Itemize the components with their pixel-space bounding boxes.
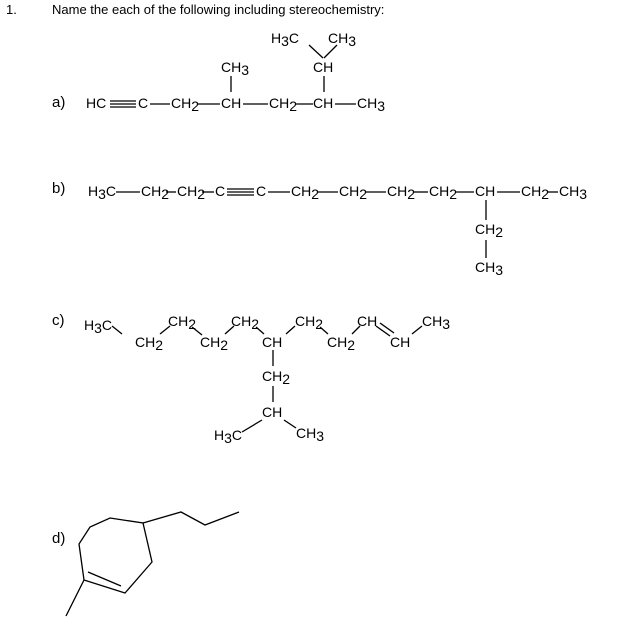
c-branch-h3c-label: H3C bbox=[214, 427, 243, 446]
question-number: 1. bbox=[6, 2, 17, 17]
b-ch-label: CH bbox=[475, 183, 496, 199]
c-branch-ch3-label: CH3 bbox=[296, 425, 325, 444]
b-ch2-label: CH2 bbox=[339, 183, 368, 202]
c-bond bbox=[286, 326, 295, 334]
c-ch2-label: CH2 bbox=[295, 313, 324, 332]
part-label-b: b) bbox=[52, 180, 66, 197]
c-bond bbox=[112, 326, 122, 334]
b-ch3-end-label: CH3 bbox=[559, 183, 588, 202]
c-ch3-end-label: CH3 bbox=[422, 313, 451, 332]
c-bond bbox=[242, 420, 262, 432]
c-h3c-label: H3C bbox=[84, 317, 113, 336]
b-ch2-label: CH2 bbox=[291, 183, 320, 202]
c-ch2-label: CH2 bbox=[135, 334, 164, 353]
a-ch3-branch-label: CH3 bbox=[221, 59, 250, 78]
c-ch-label: CH bbox=[357, 313, 378, 329]
c-branch-ch-label: CH bbox=[262, 404, 283, 420]
a-bond bbox=[324, 45, 337, 58]
c-ch-label: CH bbox=[262, 334, 283, 350]
d-ring bbox=[79, 518, 152, 593]
a-h3c-label: H3C bbox=[271, 30, 300, 49]
b-c-label: C bbox=[215, 183, 226, 199]
a-hc-label: HC bbox=[86, 95, 107, 111]
molecule-b bbox=[88, 183, 587, 278]
molecule-a bbox=[86, 30, 385, 114]
b-ch2-label: CH2 bbox=[141, 183, 170, 202]
b-h3c-label: H3C bbox=[88, 183, 117, 202]
a-ch3-top-label: CH3 bbox=[328, 30, 357, 49]
b-ch2-label: CH2 bbox=[387, 183, 416, 202]
a-ch2-label-2: CH2 bbox=[269, 95, 298, 114]
c-double-bond bbox=[376, 326, 390, 336]
c-ch2-label: CH2 bbox=[200, 334, 229, 353]
c-ch-label: CH bbox=[390, 334, 411, 350]
cycloheptene-propyl-methyl-skeletal bbox=[66, 512, 239, 616]
a-bond bbox=[309, 45, 323, 58]
molecule-c bbox=[84, 313, 450, 446]
a-ch-label: CH bbox=[313, 59, 334, 75]
part-label-d: d) bbox=[52, 530, 66, 547]
c-ch2-label: CH2 bbox=[231, 313, 260, 332]
c-branch-ch2-label: CH2 bbox=[262, 368, 291, 387]
c-ch2-label: CH2 bbox=[327, 334, 356, 353]
part-label-c: c) bbox=[52, 312, 65, 329]
b-branch-ch2-label: CH2 bbox=[475, 221, 504, 240]
question-prompt: Name the each of the following including stereochemistry: bbox=[52, 2, 385, 17]
b-branch-ch3-label: CH3 bbox=[475, 259, 504, 278]
d-propyl-chain bbox=[143, 512, 239, 525]
c-ch2-label: CH2 bbox=[168, 313, 197, 332]
a-c-label: C bbox=[138, 95, 149, 111]
b-ch2-label: CH2 bbox=[429, 183, 458, 202]
b-ch2-label: CH2 bbox=[521, 183, 550, 202]
c-double-bond bbox=[380, 323, 394, 333]
a-ch-label-3: CH bbox=[313, 95, 334, 111]
b-ch2-label: CH2 bbox=[177, 183, 206, 202]
c-bond bbox=[284, 420, 296, 428]
a-ch2-label: CH2 bbox=[171, 95, 200, 114]
d-ring-double-bond bbox=[88, 572, 121, 586]
c-bond bbox=[412, 326, 422, 334]
part-label-a: a) bbox=[52, 94, 66, 111]
a-ch-label-2: CH bbox=[221, 95, 242, 111]
d-methyl bbox=[66, 580, 84, 616]
a-ch3-end-label: CH3 bbox=[357, 95, 386, 114]
b-c-label: C bbox=[256, 183, 267, 199]
